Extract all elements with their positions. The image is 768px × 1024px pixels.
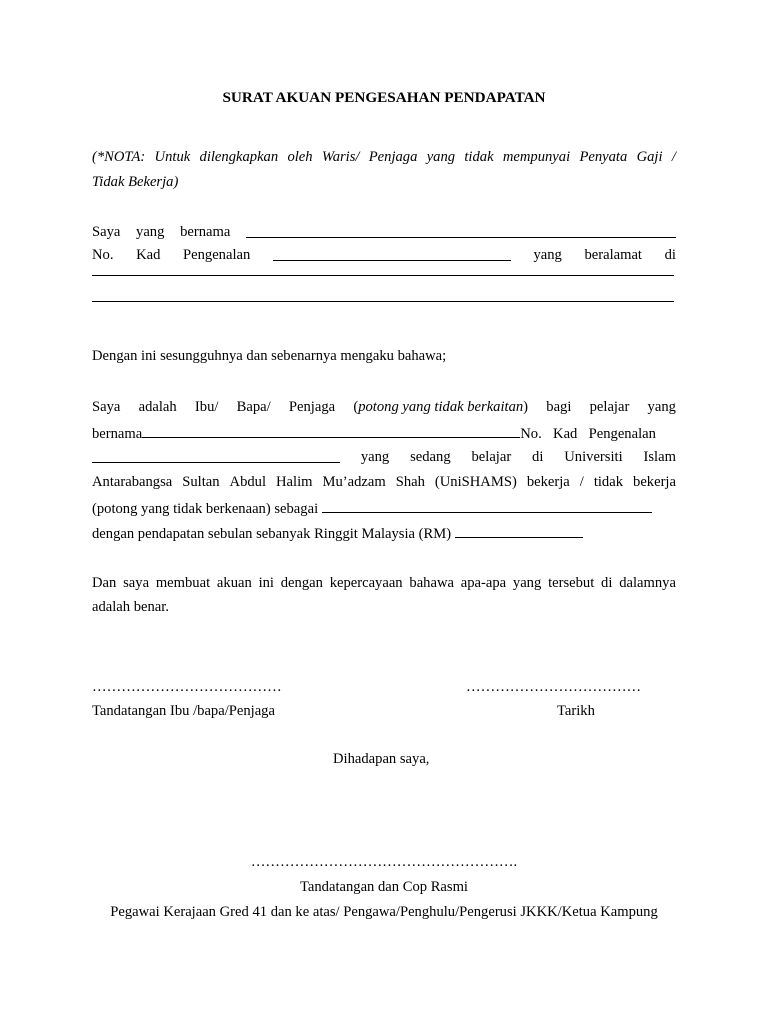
- identity-line-2: [92, 248, 676, 263]
- identity-word: yang: [136, 224, 165, 240]
- body-paren-text: potong yang tidak berkaitan: [358, 399, 524, 415]
- identity-word: beralamat: [584, 247, 642, 263]
- body-word: (potong yang tidak berkenaan) sebagai: [92, 501, 319, 517]
- address-line-1[interactable]: [92, 274, 676, 276]
- closing-word: membuat: [155, 575, 211, 591]
- identity-word: Pengenalan: [183, 247, 251, 263]
- official-signature-label: Tandatangan dan Cop Rasmi: [300, 879, 468, 895]
- identity-line-1: [92, 225, 676, 240]
- witness-intro: Dihadapan saya,: [333, 751, 430, 767]
- closing-line-2: adalah benar.: [92, 599, 169, 615]
- name-field[interactable]: [246, 225, 676, 238]
- note-word: Untuk: [154, 149, 191, 165]
- body-line-3: [92, 450, 676, 465]
- official-signature-dots[interactable]: ……………………………………………….: [250, 854, 518, 870]
- body-word: bagi: [546, 399, 572, 415]
- body-word: dengan pendapatan sebulan sebanyak Ringgit Malaysia (RM): [92, 526, 452, 542]
- body-word: bernama: [92, 426, 143, 442]
- address-line-2[interactable]: [92, 300, 676, 302]
- income-field[interactable]: [455, 525, 583, 538]
- note-word: Waris/: [321, 149, 360, 165]
- body-word: Abdul: [229, 474, 267, 490]
- identity-word: yang: [533, 247, 562, 263]
- student-ic-field[interactable]: [92, 450, 340, 463]
- note-word: tidak: [464, 149, 494, 165]
- body-word: adalah: [138, 399, 177, 415]
- body-paren: (potong yang tidak berkaitan): [353, 399, 529, 415]
- body-word: Halim: [276, 474, 313, 490]
- body-word: Ibu/: [194, 399, 219, 415]
- note-word: Penjaga: [368, 149, 418, 165]
- identity-word: No.: [92, 247, 114, 263]
- identity-word: Saya: [92, 224, 121, 240]
- closing-word: dalamnya: [619, 575, 676, 591]
- body-word: No. Kad Pengenalan: [520, 426, 656, 442]
- body-word: Antarabangsa: [92, 474, 173, 490]
- body-word: Mu’adzam: [322, 474, 386, 490]
- note-word: dilengkapkan: [199, 149, 279, 165]
- body-word: yang: [647, 399, 676, 415]
- body-word: Saya: [92, 399, 121, 415]
- closing-word: di: [601, 575, 613, 591]
- body-word: belajar: [471, 449, 512, 465]
- body-word: Sultan: [182, 474, 220, 490]
- body-word: bekerja: [526, 474, 570, 490]
- note-word: /: [671, 149, 676, 165]
- body-word: Islam: [643, 449, 676, 465]
- note-word: yang: [426, 149, 456, 165]
- body-line-6: [92, 525, 676, 542]
- body-word: Bapa/: [236, 399, 271, 415]
- closing-word: akuan: [216, 575, 252, 591]
- body-word: tidak: [593, 474, 624, 490]
- note-word: (*NOTA:: [92, 149, 146, 165]
- closing-word: apa-apa: [460, 575, 507, 591]
- closing-word: saya: [123, 575, 150, 591]
- identity-word: di: [664, 247, 676, 263]
- body-word: (UniSHAMS): [434, 474, 517, 490]
- closing-word: yang: [512, 575, 542, 591]
- note-word: Penyata: [579, 149, 628, 165]
- note-word: oleh: [287, 149, 313, 165]
- body-word: bekerja: [633, 474, 676, 490]
- parent-signature-label: Tandatangan Ibu /bapa/Penjaga: [92, 703, 275, 719]
- note-word: Gaji: [636, 149, 663, 165]
- document-title: SURAT AKUAN PENGESAHAN PENDAPATAN: [222, 89, 546, 106]
- body-word: Shah: [395, 474, 425, 490]
- note-line-2: Tidak Bekerja): [92, 174, 179, 190]
- body-word: di: [532, 449, 544, 465]
- body-line-4: [92, 475, 676, 490]
- closing-line-1: [92, 576, 676, 591]
- student-name-field[interactable]: [142, 425, 520, 438]
- body-line-5: [92, 500, 676, 517]
- occupation-field[interactable]: [322, 500, 652, 513]
- note-line-1: [92, 150, 676, 165]
- declaration-text: Dengan ini sesungguhnya dan sebenarnya mengaku bahawa;: [92, 348, 447, 364]
- body-word: /: [579, 474, 584, 490]
- identity-word: Kad: [136, 247, 161, 263]
- body-word: pelajar: [589, 399, 630, 415]
- closing-word: kepercayaan: [329, 575, 403, 591]
- parent-signature-dots[interactable]: …………………………………: [92, 679, 282, 695]
- date-dots[interactable]: ………………………………: [466, 679, 642, 695]
- body-word: sedang: [410, 449, 451, 465]
- closing-word: dengan: [280, 575, 323, 591]
- body-word: Universiti: [564, 449, 623, 465]
- closing-word: bahawa: [409, 575, 454, 591]
- identity-word: bernama: [180, 224, 231, 240]
- ic-number-field[interactable]: [273, 248, 511, 261]
- closing-word: tersebut: [548, 575, 595, 591]
- official-description: Pegawai Kerajaan Gred 41 dan ke atas/ Pengawa/Penghulu/Pengerusi JKKK/Ketua Kampung: [110, 904, 658, 920]
- body-word: Penjaga: [288, 399, 336, 415]
- body-word: yang: [360, 449, 390, 465]
- closing-word: ini: [258, 575, 274, 591]
- note-word: mempunyai: [502, 149, 571, 165]
- closing-word: Dan: [92, 575, 117, 591]
- date-label: Tarikh: [557, 703, 595, 719]
- body-line-2: [92, 425, 676, 442]
- body-line-1: [92, 400, 676, 415]
